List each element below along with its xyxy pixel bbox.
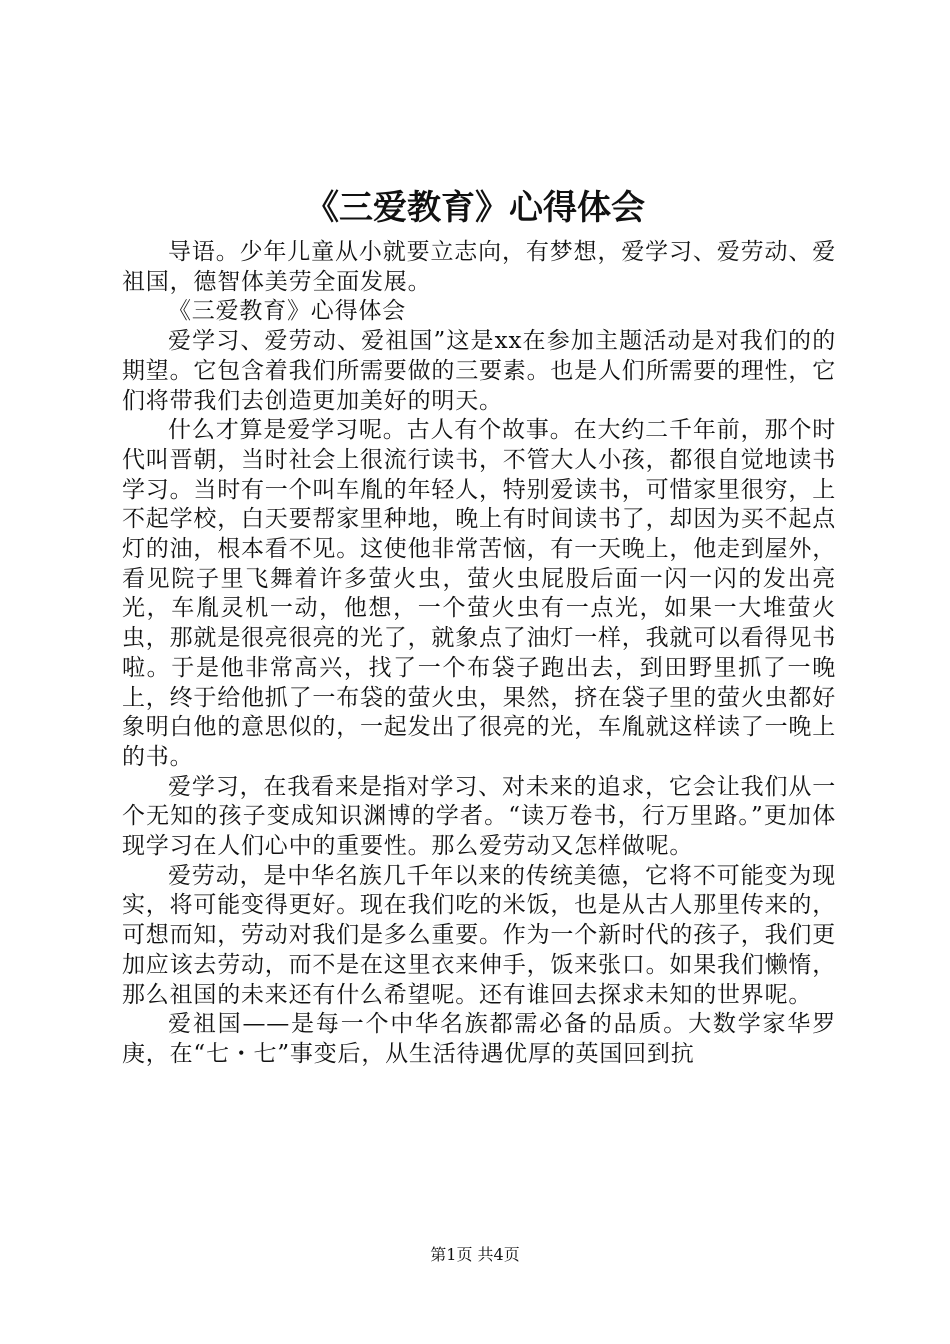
- page-number-footer: 第1页 共4页: [430, 1245, 520, 1264]
- paragraph-subtitle: 《三爱教育》心得体会: [168, 298, 406, 325]
- paragraph-love-labor: 爱劳动，是中华名族几千年以来的传统美德，它将不可能变为现实，将可能变得更好。现在我们吃的米饭，也是从古人那里传来的，可想而知，劳动对我们是多么重要。作为一个新时代的孩子，我们更加应该去劳动，而不是在这里衣来伸手，饭来张口。如果我们懒惰，那么祖国的未来还有什么希望呢。还有谁回去探求未知的世界呢。: [122, 862, 836, 1008]
- document-title: 《三爱教育》心得体会: [305, 188, 645, 228]
- paragraph-love-learning: 爱学习，在我看来是指对学习、对未来的追求，它会让我们从一个无知的孩子变成知识渊博的学者。“读万卷书，行万里路。”更加体现学习在人们心中的重要性。那么爱劳动又怎样做呢。: [122, 773, 836, 860]
- document-body: [122, 238, 836, 1070]
- paragraph-love-learning-story: 什么才算是爱学习呢。古人有个故事。在大约二千年前，那个时代叫晋朝，当时社会上很流行读书，不管大人小孩，都很自觉地读书学习。当时有一个叫车胤的年轻人，特别爱读书，可惜家里很穷，上不起学校，白天要帮家里种地，晚上有时间读书了，却因为买不起点灯的油，根本看不见。这使他非常苦恼，有一天晚上，他走到屋外，看见院子里飞舞着许多萤火虫，萤火虫屁股后面一闪一闪的发出亮光，车胤灵机一动，他想，一个萤火虫有一点光，如果一大堆萤火虫，那就是很亮很亮的光了，就象点了油灯一样，我就可以看得见书啦。于是他非常高兴，找了一个布袋子跑出去，到田野里抓了一晚上，终于给他抓了一布袋的萤火虫，果然，挤在袋子里的萤火虫都好象明白他的意思似的，一起发出了很亮的光，车胤就这样读了一晚上的书。: [122, 417, 836, 770]
- paragraph-three-loves: 爱学习、爱劳动、爱祖国”这是xx在参加主题活动是对我们的的期望。它包含着我们所需要做的三要素。也是人们所需要的理性，它们将带我们去创造更加美好的明天。: [122, 328, 836, 414]
- paragraph-love-country: 爱祖国——是每一个中华名族都需必备的品质。大数学家华罗庚，在“七・七”事变后，从生活待遇优厚的英国回到抗: [122, 1011, 836, 1067]
- paragraph-intro: 导语。少年儿童从小就要立志向，有梦想，爱学习、爱劳动、爱祖国，德智体美劳全面发展。: [122, 239, 836, 295]
